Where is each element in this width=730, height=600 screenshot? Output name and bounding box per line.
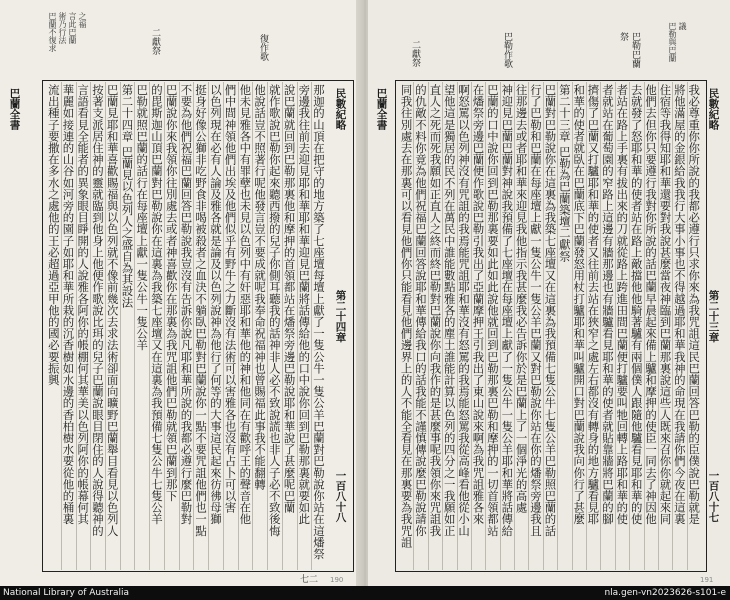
book-name-header: 民數紀略 — [707, 88, 720, 130]
text-column: 言語看見全能者的異象眼目睜開的人說雅各阿你的帳棚何其華美以色列阿你的帳幕何其 — [76, 84, 91, 525]
margin-note-2: 術乃行法 — [58, 12, 67, 44]
column-rule — [471, 82, 472, 570]
column-rule — [572, 82, 573, 570]
section-marker: 二獻祭 — [410, 40, 420, 67]
text-column: 說巴蘭就回到巴勒那裏他和摩押的首領都站在燔祭旁邊巴勒說耶和華說了甚麼呢巴蘭 — [282, 84, 297, 514]
page-number-header: 一百八十七 — [707, 470, 720, 523]
pencil-page-mark: 190 — [330, 576, 344, 584]
pencil-page-mark: 191 — [700, 576, 714, 584]
side-mark-1: 巴勒巴蘭 — [630, 32, 640, 68]
column-rule — [629, 82, 630, 570]
column-rule — [485, 82, 486, 570]
column-rule — [238, 82, 239, 570]
column-rule — [557, 82, 558, 570]
text-column: 者就站在葡萄園的窄路上這邊有牆那邊也有牆驢看見耶和華的使者就貼靠牆將巴蘭的腳 — [600, 84, 615, 525]
column-rule — [672, 82, 673, 570]
text-column: 不要為他們祝福巴蘭回答巴勒說我豈沒有告訴你說凡耶和華所說的我都必遵行麼巴勒對 — [179, 84, 194, 525]
text-column: 者站在路上手裏有拔出來的刀就從路上跨進田間巴蘭便打驢要叫牠回轉上路耶和華的使 — [615, 84, 630, 525]
column-rule — [658, 82, 659, 570]
column-rule — [644, 82, 645, 570]
page-foot-number: 七二 — [300, 575, 319, 585]
side-mark-2: 祭 — [618, 32, 628, 41]
column-rule — [149, 82, 150, 570]
column-rule — [615, 82, 616, 570]
text-column: 挺身好像公獅非吃野食非喝被殺者之血決不躺臥巴勒對巴蘭說你一點不要咒詛他們也一點 — [194, 84, 209, 537]
column-rule — [543, 82, 544, 570]
text-column: 他說話豈不照著行呢他發言豈不要成就呢我奉命祝福神也曾賜福此事我不能翻轉 — [253, 84, 268, 490]
text-column: 第二十四章 巴蘭見以色列人之盛自為其設法 — [120, 84, 135, 309]
column-rule — [267, 82, 268, 570]
text-column: 巴蘭說你來我領你往別處去或者神喜歡你在那裏為我咒詛他們巴勒就領巴蘭到那下 — [164, 84, 179, 502]
text-column: 第二十三章 巴勒為巴蘭築壇二獻祭 — [557, 84, 572, 262]
book-title-column: 巴蘭全書 — [8, 88, 21, 130]
right-page — [368, 0, 730, 586]
library-credit: National Library of Australia — [3, 588, 130, 598]
text-column: 巴蘭的口中說你回到巴勒那裏要如此如此說他就回到巴勒那裏巴勒和摩押的一切首領都站 — [485, 84, 500, 537]
column-rule — [105, 82, 106, 570]
column-rule — [500, 82, 501, 570]
text-column: 以色列現在必有人論及雅各就是論及以色列說神為他行了何等的大事這民起來彷彿母獅 — [208, 84, 223, 525]
text-column: 直人之死而死我願如正直人之終而終巴勒對巴蘭說你向我作的是甚麼事呢我領你來咒詛我 — [428, 84, 443, 537]
text-column: 和華的使者就臥在巴蘭底下巴蘭發怒用杖打驢耶和華叫驢開口對巴蘭說我向你行了甚麼 — [572, 84, 587, 525]
section-marker: 二獻祭 — [150, 28, 160, 55]
column-rule — [457, 82, 458, 570]
margin-note-1: 巴蘭不復求 — [48, 12, 57, 52]
column-rule — [252, 82, 253, 570]
text-column: 在燔祭旁邊巴蘭便作歌說巴勒引我出了亞蘭摩押王引我出了東山說來啊為我咒詛雅各來 — [471, 84, 486, 525]
chapter-header: 第二十三章 — [707, 290, 720, 343]
column-rule — [282, 82, 283, 570]
column-rule — [61, 82, 62, 570]
text-column: 巴蘭對巴勒說你在這裏為我築七座壇又在這裏為我預備七隻公牛七隻公羊巴勒照巴蘭的話 — [543, 84, 558, 537]
text-column: 我必尊重你你所說的我都必遵行只求你來為我咒詛這民巴蘭回答巴勒的臣僕說巴勒就是 — [687, 84, 702, 525]
text-column: 旁邊我往前去迎見耶和華耶和華迎見巴蘭將話傳給他的口中說你回到巴勒那裏就要如此 — [297, 84, 312, 525]
text-column: 行了巴勒和巴蘭在每座壇上獻一隻公牛一隻公羊巴蘭又對巴勒說你站在你的燔祭旁邊我且 — [529, 84, 543, 537]
column-rule — [193, 82, 194, 570]
column-rule — [586, 82, 587, 570]
text-column: 巴蘭見耶和華喜歡賜福與以色列就不像前幾次去求法術卻面向曠野巴蘭舉目看見以色列人 — [105, 84, 120, 537]
text-column: 們中間神領他們出埃及他們似乎有野牛之力斷沒有法術可以害雅各也沒有占卜可以害 — [223, 84, 238, 514]
text-column: 的毘斯迦山頂巴蘭對巴勒說你在這裏為我築七座壇又在這裏為我預備七隻公牛七隻公羊 — [149, 84, 164, 525]
text-column: 往那邊去或者耶和華來迎見我他指示我甚麼我必告訴你於是巴蘭上了一個淨光的高處 — [514, 84, 529, 514]
column-rule — [90, 82, 91, 570]
text-column: 擠傷了巴蘭又打驢耶和華的使者又往前去站在狹窄之處左右都沒有轉身的地方驢看見耶 — [586, 84, 601, 525]
column-rule — [120, 82, 121, 570]
text-column: 同我往別處去在那裏可以看見他們你只能看見他們邊界上的人不能全看見在那裏要為我咒詛 — [399, 84, 414, 548]
text-column: 他未見雅各中有罪孽也未見以色列中有奸惡耶和華他的神和他同在有歡呼王的聲音在他 — [238, 84, 253, 525]
text-column: 巴勒就照巴蘭的話行在每座壇上獻一隻公牛一隻公羊 — [135, 84, 150, 351]
margin-note-1: 巴勒與巴蘭 — [668, 22, 677, 62]
column-rule — [413, 82, 414, 570]
text-column: 將他滿屋的金銀給我我行大事小事也不得越過耶和華我神的命現在我請你們今夜在這裏 — [672, 84, 687, 525]
book-name-header: 民數紀略 — [334, 88, 347, 130]
margin-note-2: 議 — [678, 22, 687, 30]
text-column: 住宿等我得知耶和華還要對我說甚麼當夜神臨到巴蘭那裏說這些人既來召你你就起來同 — [658, 84, 673, 525]
text-column: 那迦的山頂在把守的地方築了七座壇每壇上獻了一隻公牛一隻公羊巴蘭對巴勒說你站在這燔祭 — [312, 84, 326, 560]
page-number-header: 一百八十八 — [334, 470, 347, 523]
column-rule — [528, 82, 529, 570]
column-rule — [134, 82, 135, 570]
book-title-column: 巴蘭全書 — [375, 88, 388, 130]
column-rule — [223, 82, 224, 570]
text-column: 華麗如接連的山谷如河旁的園子如耶和華所栽的沉香樹如水邊的香柏樹水要從他的桶裏 — [61, 84, 76, 525]
chapter-header: 第二十四章 — [334, 290, 347, 343]
left-page — [0, 0, 362, 586]
column-rule — [297, 82, 298, 570]
item-identifier: nla.gen-vn2023626-s101-e — [604, 588, 726, 598]
column-rule — [514, 82, 515, 570]
text-column: 啊怒罵以色列神沒有咒詛的我焉能咒詛耶和華沒有怒罵的我焉能怒罵我從高峰看他從小山 — [457, 84, 472, 537]
text-column: 的仇敵不料你竟為他們祝福巴蘭回答說耶和華傳給我口的話我能不謹慎傳說麼巴勒說請你 — [414, 84, 428, 537]
text-column: 流出種子要撒在多水之處他的王必超過亞甲他的國必要振興 — [46, 84, 61, 386]
footer-bar — [0, 586, 730, 600]
text-column: 按著支派居住神的靈就臨到他身上他便作歌說比珥的兒子巴蘭說眼目閉住的人說得聽神的 — [91, 84, 105, 537]
text-column: 去就發了怒耶和華的使者站在路上敵擋他他騎著驢有兩個僕人跟隨他驢看見耶和華的使 — [629, 84, 644, 525]
text-column: 他們去但你只要遵行我對你所說的話巴蘭早晨起來備上驢和摩押的使臣一同去了神因他 — [644, 84, 659, 525]
column-rule — [600, 82, 601, 570]
text-column: 就作歌說巴勒你起來聽西撥的兒子你側耳聽我的話神非人必不致說謊也非人子必不致後悔 — [267, 84, 282, 537]
column-rule — [179, 82, 180, 570]
column-rule — [687, 82, 688, 570]
column-rule — [428, 82, 429, 570]
margin-note-4: 之福 — [78, 12, 87, 28]
section-marker: 巴勒作歌 — [502, 32, 512, 68]
text-column: 神迎見巴蘭巴蘭對神說我預備了七座壇在每座壇上獻了一隻公牛一隻公羊耶和華將話傳給 — [500, 84, 515, 537]
column-rule — [442, 82, 443, 570]
margin-note-3: 言此巴蘭 — [68, 12, 77, 44]
section-marker: 復作歌 — [258, 34, 268, 61]
column-rule — [76, 82, 77, 570]
text-column: 望他這是獨居的民不列在萬民中誰能數點雅各的塵土誰能計算以色列的四分之一我願如正 — [442, 84, 457, 537]
column-rule — [208, 82, 209, 570]
column-rule — [164, 82, 165, 570]
column-rule — [311, 82, 312, 570]
